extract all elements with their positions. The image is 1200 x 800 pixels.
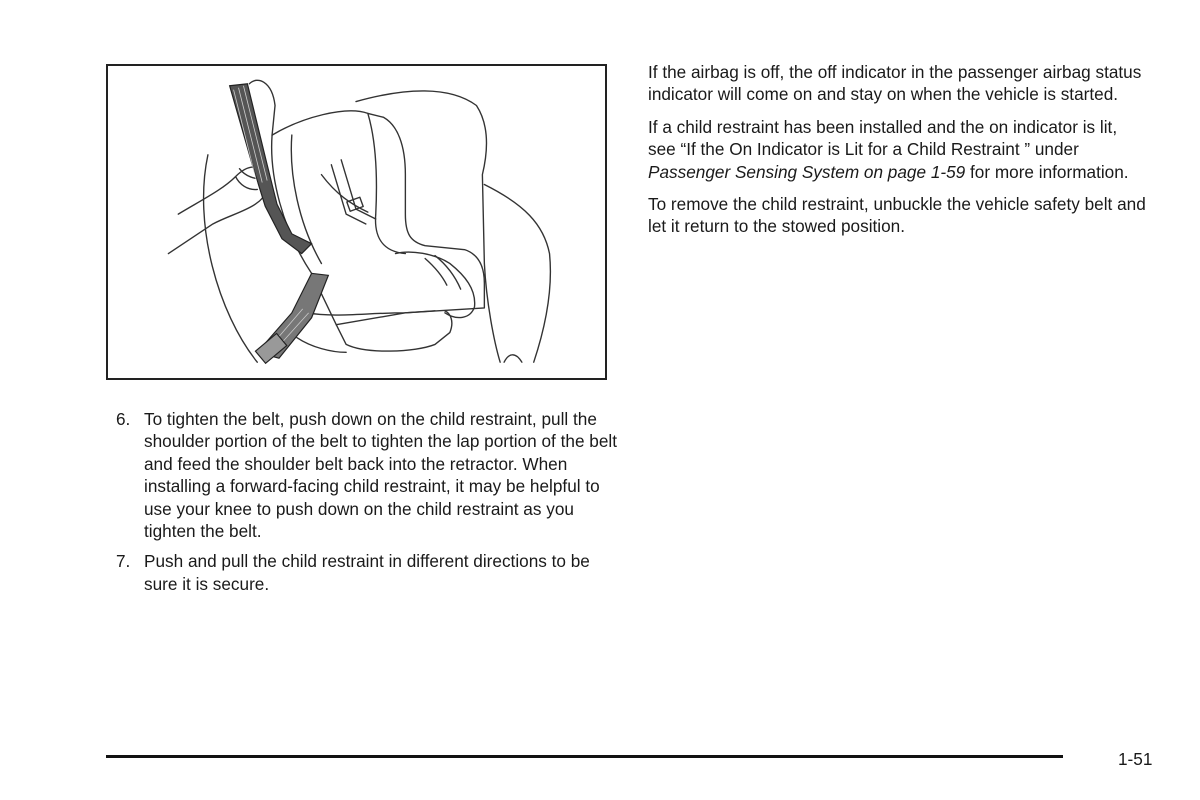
- right-column: [648, 61, 1148, 248]
- step-number: 7.: [116, 551, 131, 572]
- airbag-off-paragraph: If the airbag is off, the off indicator in the passenger airbag status indicator will come on and stay on when the vehicle is started.: [648, 62, 1142, 105]
- step-text: Push and pull the child restraint in different directions to be sure it is secure.: [144, 551, 590, 594]
- remove-restraint-paragraph: To remove the child restraint, unbuckle the vehicle safety belt and let it return to the stowed position.: [648, 194, 1146, 237]
- step-item-6: [116, 408, 621, 542]
- footer-divider: [106, 755, 1063, 758]
- child-restraint-seatbelt-icon: [108, 66, 605, 378]
- step-number: 6.: [116, 409, 131, 429]
- cross-reference-link[interactable]: Passenger Sensing System on page 1-59: [648, 161, 966, 182]
- page-number: 1-51: [1118, 749, 1153, 769]
- instruction-steps: [116, 408, 621, 603]
- on-indicator-text-end: for more information.: [965, 161, 1129, 182]
- step-item-7: [116, 550, 621, 595]
- on-indicator-text: If a child restraint has been installed and the on indicator is lit, see “If the On Indicator is Lit for a Child Restraint ” under: [648, 116, 1118, 160]
- child-restraint-illustration: [106, 64, 607, 380]
- on-indicator-paragraph: [648, 116, 1148, 183]
- step-text: To tighten the belt, push down on the child restraint, pull the shoulder portion of the belt to tighten the lap portion of the belt and feed the shoulder belt back into the retractor. When installing a forward-facing child restraint, it may be helpful to use your knee to push down on the child restraint as you tighten the belt.: [144, 409, 617, 542]
